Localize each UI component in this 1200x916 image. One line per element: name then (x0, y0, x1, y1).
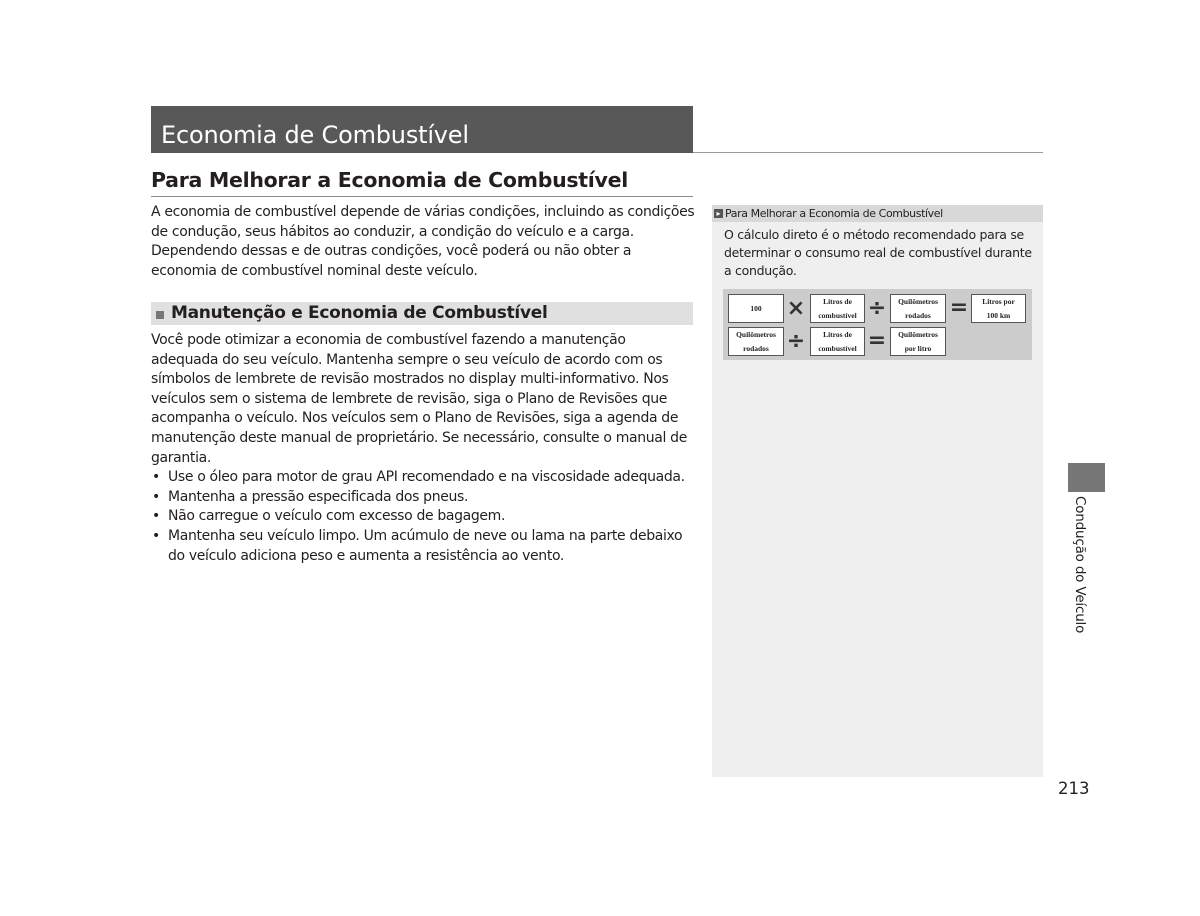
sidebar-header (712, 205, 1043, 222)
divide-icon: ÷ (867, 296, 887, 321)
formula-box-liters-row2 (810, 327, 865, 356)
formula-label-line: combustível (818, 344, 857, 353)
formula-box-result-kml (890, 327, 946, 356)
formula-box-km-row2 (728, 327, 784, 356)
subsection-paragraph: Você pode otimizar a economia de combustível fazendo a manutenção adequada do seu veículo. Mantenha sempre o seu veículo de acordo com os símbolos de lembrete de revisão mostrados no display multi-informativo. Nos veículos sem o sistema de lembrete de revisão, siga o Plano de Revisões que acompanha o veículo. Nos veículos sem o Plano de Revisões, siga a agenda de manutenção deste manual de proprietário. Se necessário, consulte o manual de garantia. (151, 332, 687, 466)
formula-label-line: rodados (743, 344, 769, 353)
chapter-banner (151, 106, 693, 153)
sidebar-note (712, 205, 1043, 777)
reference-arrow-icon: ▸ (714, 209, 723, 218)
chapter-tab-label: Condução do Veículo (1072, 496, 1088, 634)
formula-label-line: Litros de (823, 330, 852, 339)
subsection-heading-bar (151, 302, 693, 325)
formula-box-result-l100km (971, 294, 1026, 323)
formula-label-line: por litro (904, 344, 932, 353)
formula-label-line: Quilômetros (898, 330, 938, 339)
sidebar-header-text: Para Melhorar a Economia de Combustível (725, 207, 943, 220)
sidebar-text: O cálculo direto é o método recomendado para se determinar o consumo real de combustível durante a condução. (724, 227, 1032, 278)
page-number: 213 (1058, 779, 1090, 798)
formula-label-line: Litros por (982, 297, 1015, 306)
list-item: • Use o óleo para motor de grau API recomendado e na viscosidade adequada. (151, 468, 696, 488)
formula-label-line: rodados (905, 311, 931, 320)
formula-box-km (890, 294, 946, 323)
multiply-icon: × (786, 296, 806, 321)
section-heading-rule (151, 196, 693, 197)
maintenance-list (151, 468, 696, 566)
formula-box-liters (810, 294, 865, 323)
formula-value-100: 100 (750, 304, 762, 313)
formula-label-line: combustível (818, 311, 857, 320)
subsection-body (151, 331, 696, 566)
banner-rule (693, 152, 1043, 153)
formula-box-100 (728, 294, 784, 323)
section-paragraph: A economia de combustível depende de várias condições, incluindo as condições de condução, seus hábitos ao conduzir, a condição do veículo e a carga. Dependendo dessas e de outras condições, você poderá ou não obter a economia de combustível nominal deste veículo. (151, 204, 695, 279)
divide-icon: ÷ (786, 329, 806, 354)
fuel-formula-diagram (723, 289, 1032, 360)
chapter-tab-marker (1068, 463, 1105, 492)
subsection-heading: Manutenção e Economia de Combustível (171, 303, 548, 323)
chapter-title: Economia de Combustível (161, 121, 469, 149)
list-item: • Mantenha a pressão especificada dos pneus. (151, 488, 696, 508)
formula-label-line: Quilômetros (898, 297, 938, 306)
equals-icon: = (949, 295, 969, 320)
formula-label-line: 100 km (986, 311, 1011, 320)
list-item: • Não carregue o veículo com excesso de bagagem. (151, 507, 696, 527)
square-bullet-icon (156, 311, 164, 319)
section-heading: Para Melhorar a Economia de Combustível (151, 168, 628, 192)
formula-label-line: Quilômetros (736, 330, 776, 339)
formula-label-line: Litros de (823, 297, 852, 306)
equals-icon: = (867, 328, 887, 353)
list-item: • Mantenha seu veículo limpo. Um acúmulo de neve ou lama na parte debaixo do veículo adiciona peso e aumenta a resistência ao vento. (151, 527, 696, 566)
